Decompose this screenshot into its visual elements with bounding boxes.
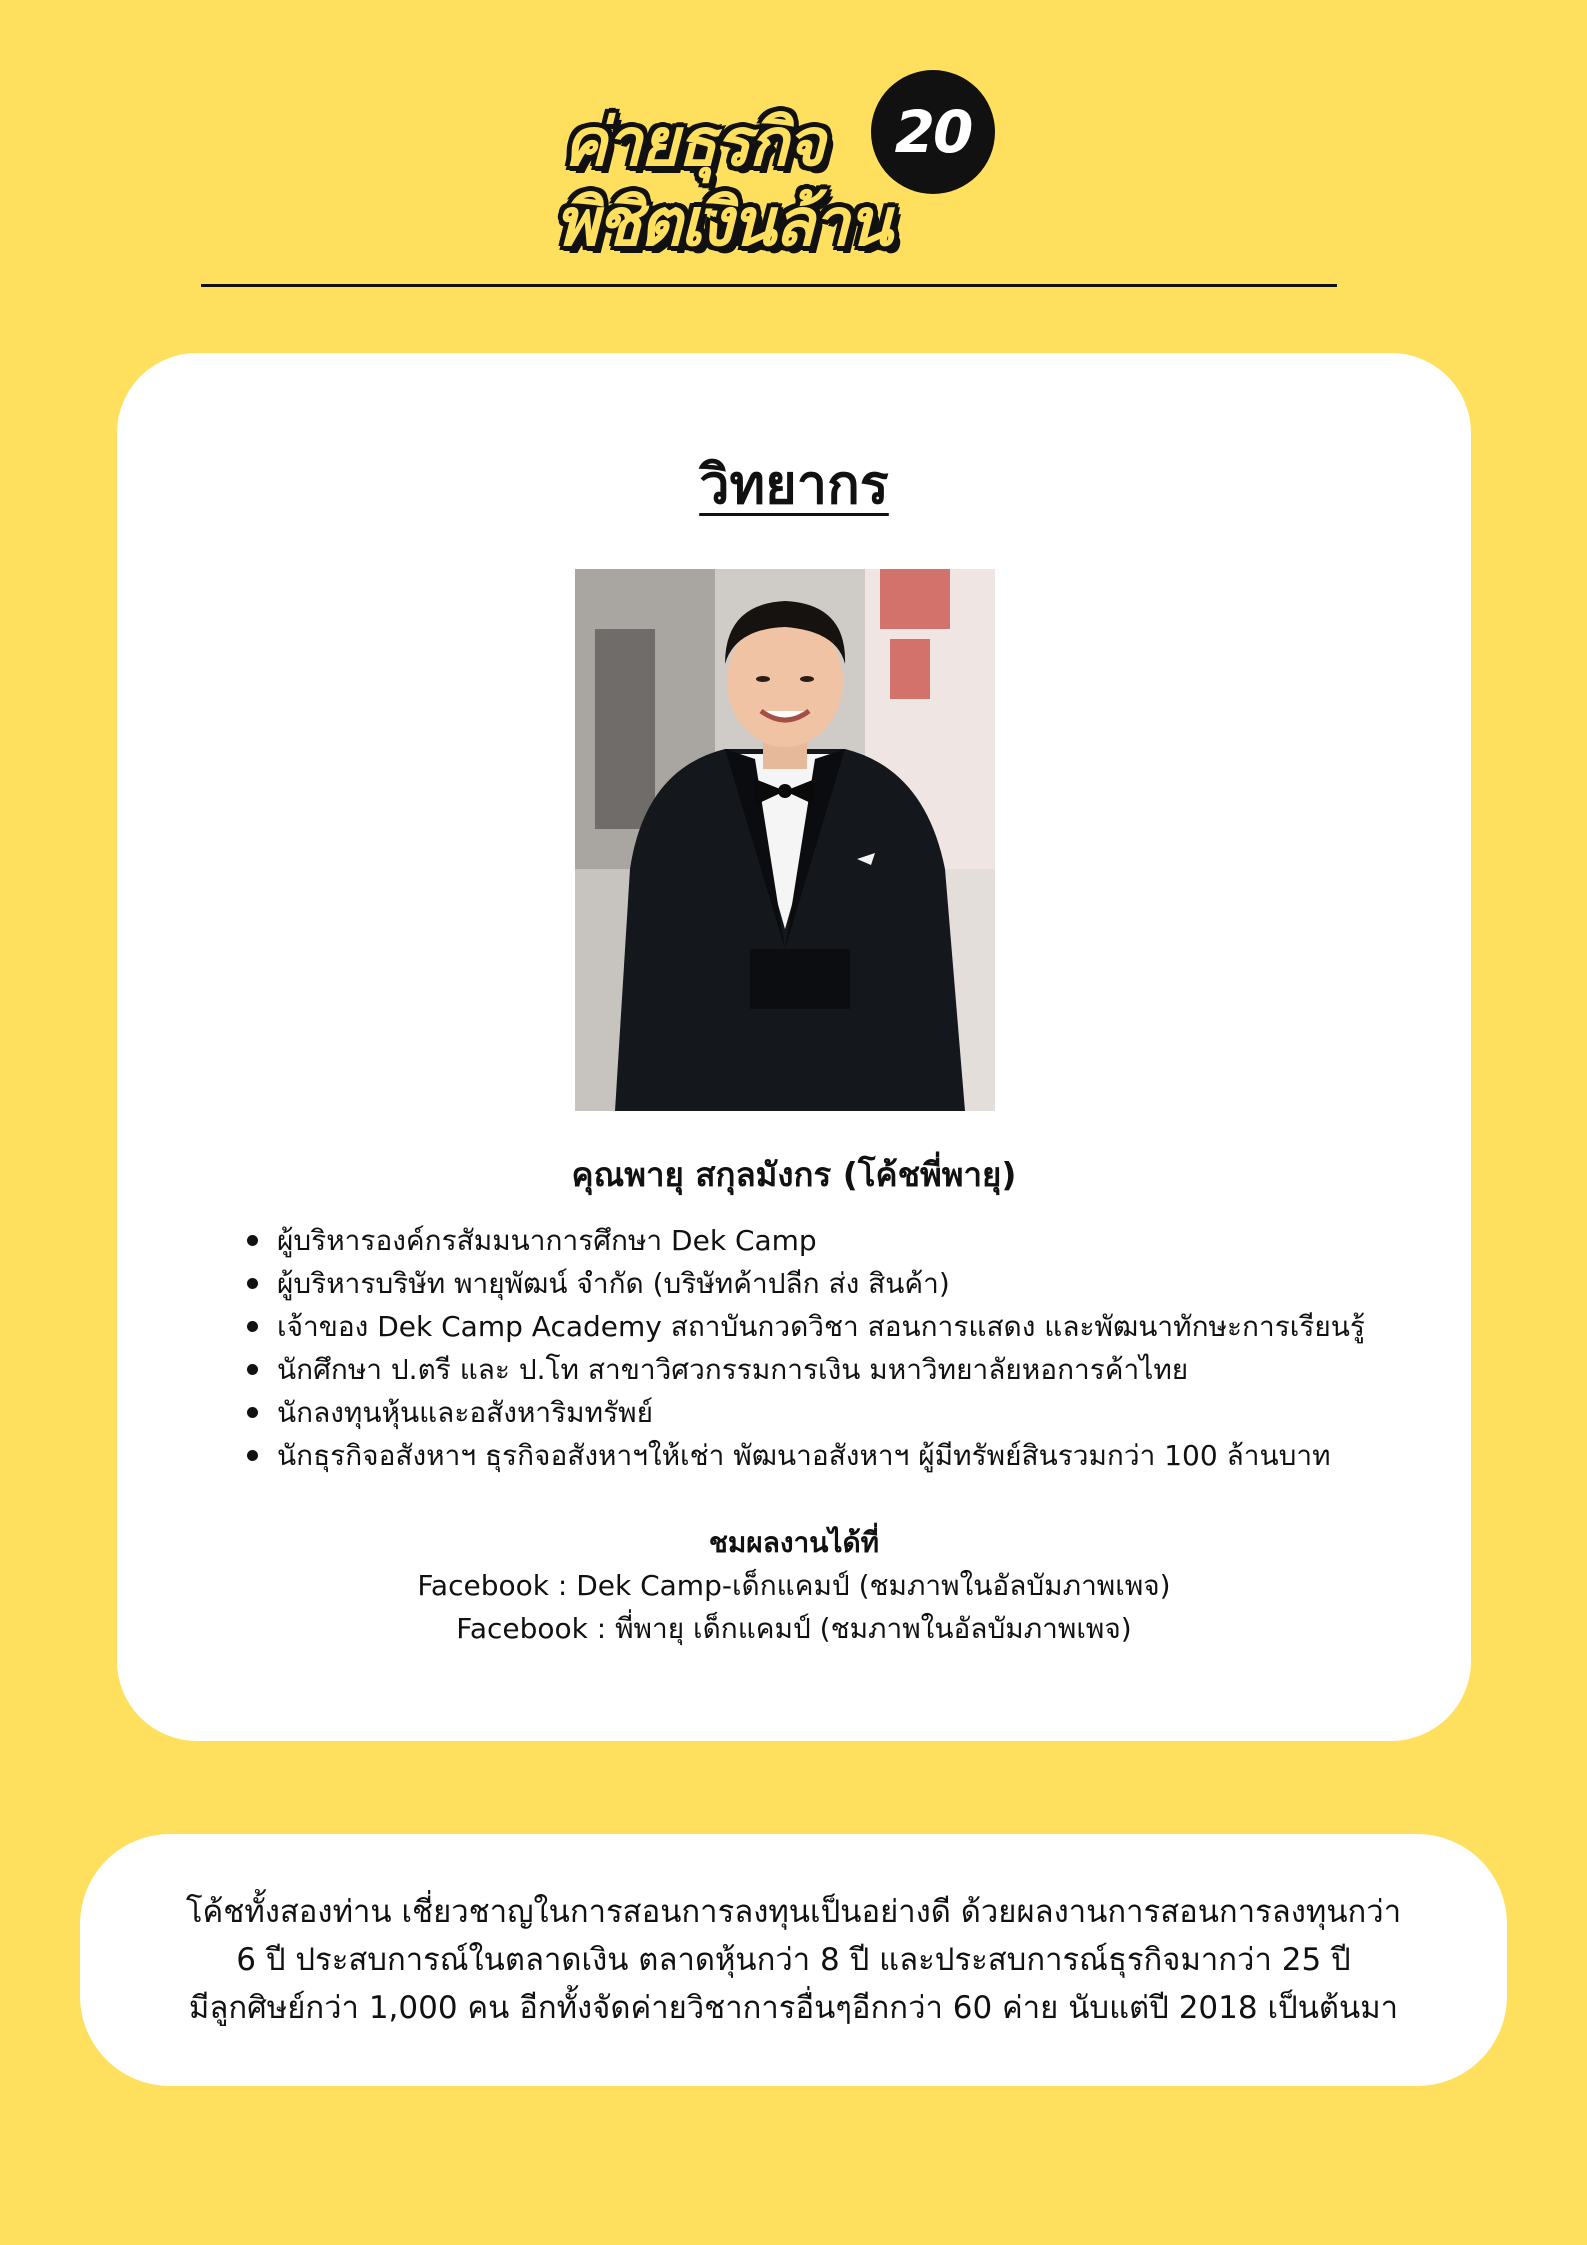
logo-badge-number: 20 [871,70,995,194]
summary-line: 6 ปี ประสบการณ์ในตลาดเงิน ตลาดหุ้นกว่า 8 ปี และประสบการณ์ธุรกิจมากว่า 25 ปี [236,1942,1351,1978]
logo-line-2: พิชิตเงินล้าน [555,184,891,261]
credential-item: ผู้บริหารบริษัท พายุพัฒน์ จำกัด (บริษัทค้าปลีก ส่ง สินค้า) [243,1262,1365,1305]
facebook-link-phi-payu: Facebook : พี่พายุ เด็กแคมป์ (ชมภาพในอัลบัมภาพเพจ) [456,1612,1132,1645]
camp-logo [555,70,995,261]
summary-text [80,1888,1507,2032]
credential-item: นักธุรกิจอสังหาฯ ธุรกิจอสังหาฯให้เช่า พัฒนาอสังหาฯ ผู้มีทรัพย์สินรวมกว่า 100 ล้านบาท [243,1434,1365,1477]
summary-line: โค้ชทั้งสองท่าน เชี่ยวชาญในการสอนการลงทุนเป็นอย่างดี ด้วยผลงานการสอนการลงทุนกว่า [185,1894,1402,1930]
logo-line-1: ค่ายธุรกิจ [563,104,824,181]
credential-item: นักศึกษา ป.ตรี และ ป.โท สาขาวิศวกรรมการเงิน มหาวิทยาลัยหอการค้าไทย [243,1348,1365,1391]
speaker-credentials-list [243,1219,1365,1477]
header-divider [201,284,1337,287]
facebook-link-dekcamp: Facebook : Dek Camp-เด็กแคมป์ (ชมภาพในอัลบัมภาพเพจ) [417,1569,1171,1602]
speaker-name: คุณพายุ สกุลมังกร (โค้ชพี่พายุ) [571,1155,1017,1194]
speaker-card [117,353,1471,1741]
credential-item: ผู้บริหารองค์กรสัมมนาการศึกษา Dek Camp [243,1219,1365,1262]
summary-line: มีลูกศิษย์กว่า 1,000 คน อีกทั้งจัดค่ายวิชาการอื่นๆอีกกว่า 60 ค่าย นับแต่ปี 2018 เป็นต้นมา [188,1990,1399,2026]
credential-item: นักลงทุนหุ้นและอสังหาริมทรัพย์ [243,1391,1365,1434]
speaker-photo [575,569,995,1111]
works-label: ชมผลงานได้ที่ [708,1526,880,1559]
speaker-photo-illustration [575,569,995,1111]
works-section [117,1521,1471,1650]
credential-item: เจ้าของ Dek Camp Academy สถาบันกวดวิชา สอนการแสดง และพัฒนาทักษะการเรียนรู้ [243,1305,1365,1348]
section-title: วิทยากร [699,453,889,516]
summary-card [80,1834,1507,2086]
